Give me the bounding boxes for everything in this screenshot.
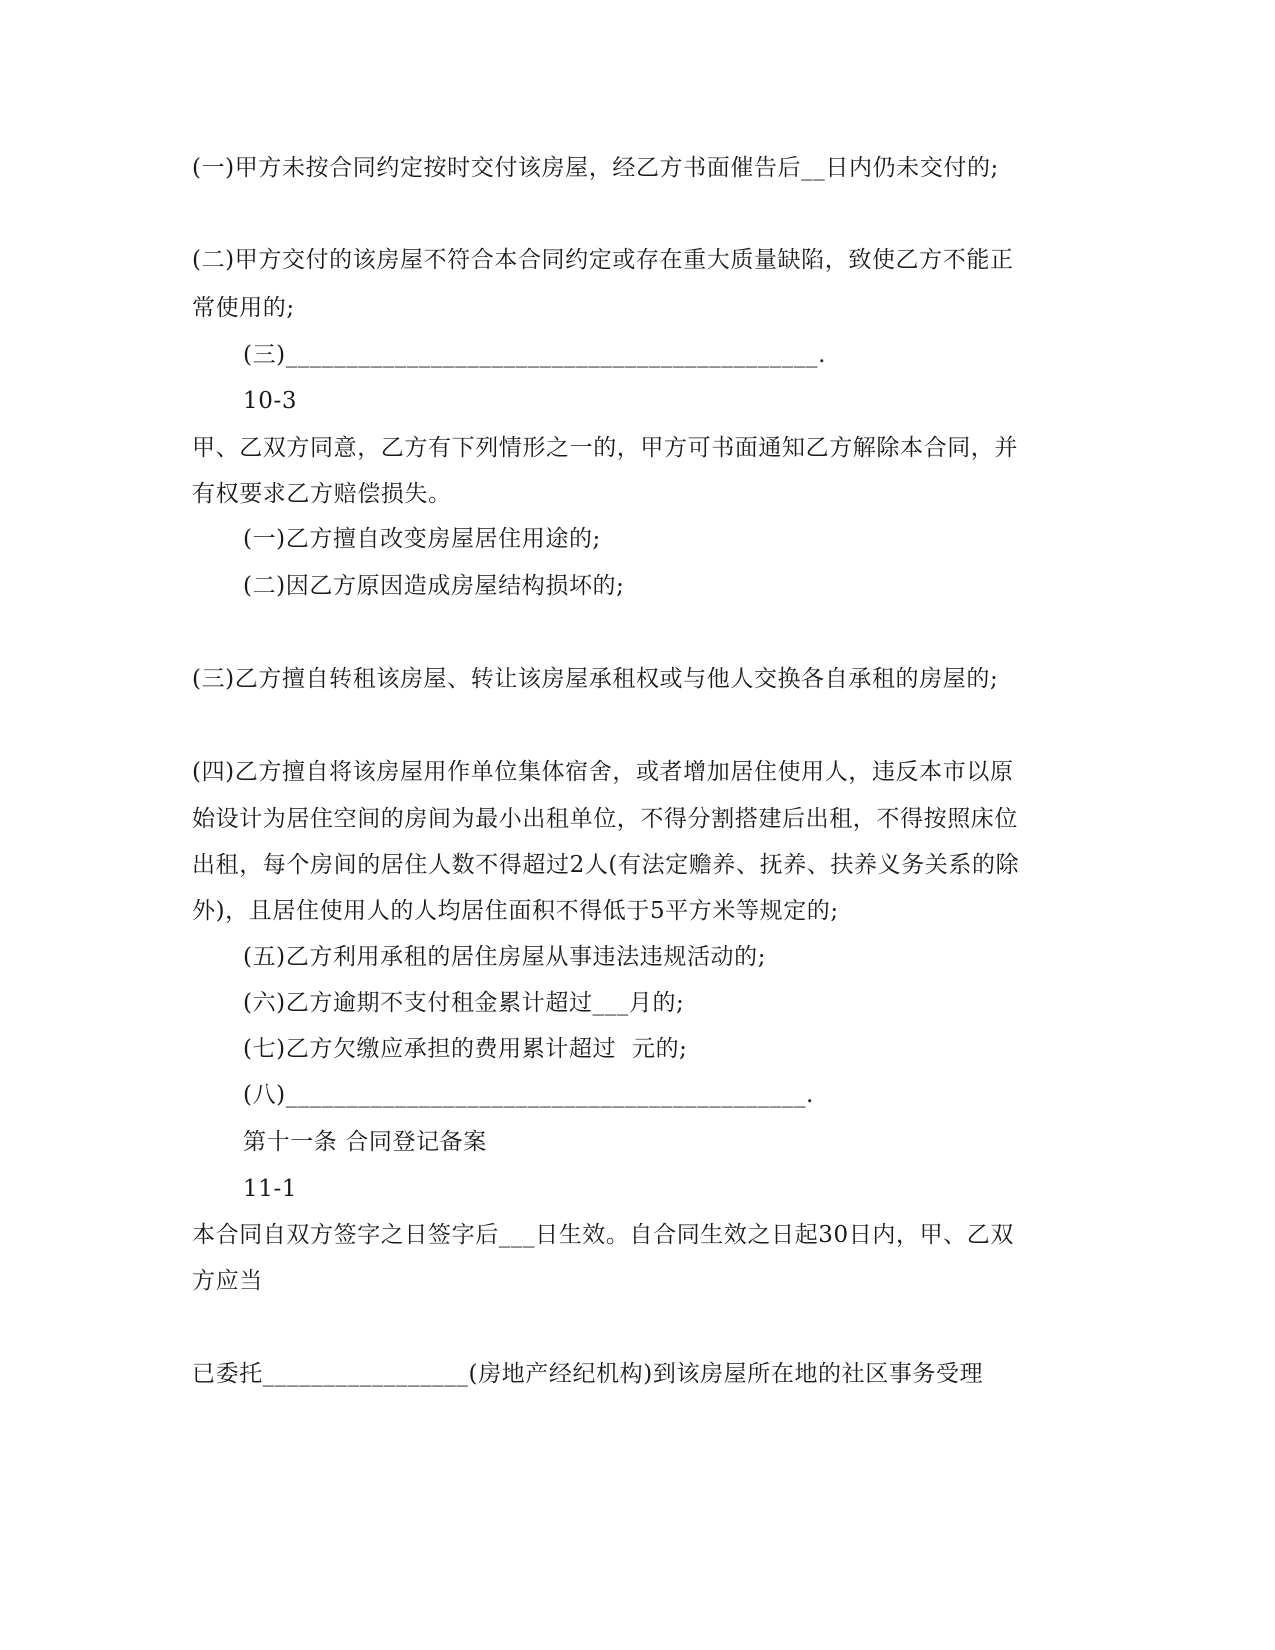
text-line: (四)乙方擅自将该房屋用作单位集体宿舍，或者增加居住使用人，违反本市以原 [192, 759, 1014, 785]
text-line: (六)乙方逾期不支付租金累计超过___月的; [243, 990, 685, 1016]
text-line: 出租，每个房间的居住人数不得超过2人(有法定赡养、抚养、扶养义务关系的除 [192, 852, 1020, 878]
article-heading: 第十一条 合同登记备案 [243, 1129, 487, 1155]
text-line: (八)___________________________________________. [243, 1082, 814, 1108]
text-line: 始设计为居住空间的房间为最小出租单位，不得分割搭建后出租，不得按照床位 [192, 806, 1018, 832]
text-line: 本合同自双方签字之日签字后___日生效。自合同生效之日起30日内，甲、乙双 [192, 1222, 1014, 1248]
section-number: 11-1 [243, 1176, 298, 1202]
text-line: (一)乙方擅自改变房屋居住用途的; [243, 526, 601, 552]
text-line: 甲、乙双方同意，乙方有下列情形之一的，甲方可书面通知乙方解除本合同，并 [192, 435, 1018, 461]
text-line: (一)甲方未按合同约定按时交付该房屋，经乙方书面催告后__日内仍未交付的; [192, 155, 999, 181]
text-line: (七)乙方欠缴应承担的费用累计超过 元的; [243, 1036, 688, 1062]
text-line: 已委托_________________(房地产经纪机构)到该房屋所在地的社区事务受理 [192, 1361, 984, 1387]
text-line: (五)乙方利用承租的居住房屋从事违法违规活动的; [243, 944, 767, 970]
section-number: 10-3 [243, 388, 298, 414]
text-line: (三)乙方擅自转租该房屋、转让该房屋承租权或与他人交换各自承租的房屋的; [192, 666, 999, 692]
text-line: 外)，且居住使用人的人均居住面积不得低于5平方米等规定的; [192, 898, 839, 924]
text-line: 有权要求乙方赔偿损失。 [192, 481, 452, 507]
text-line: 常使用的; [192, 295, 295, 321]
text-line: (二)甲方交付的该房屋不符合本合同约定或存在重大质量缺陷，致使乙方不能正 [192, 247, 1014, 273]
text-line: 方应当 [192, 1268, 263, 1294]
text-line: (三)____________________________________________. [243, 342, 827, 368]
text-line: (二)因乙方原因造成房屋结构损坏的; [243, 573, 625, 599]
